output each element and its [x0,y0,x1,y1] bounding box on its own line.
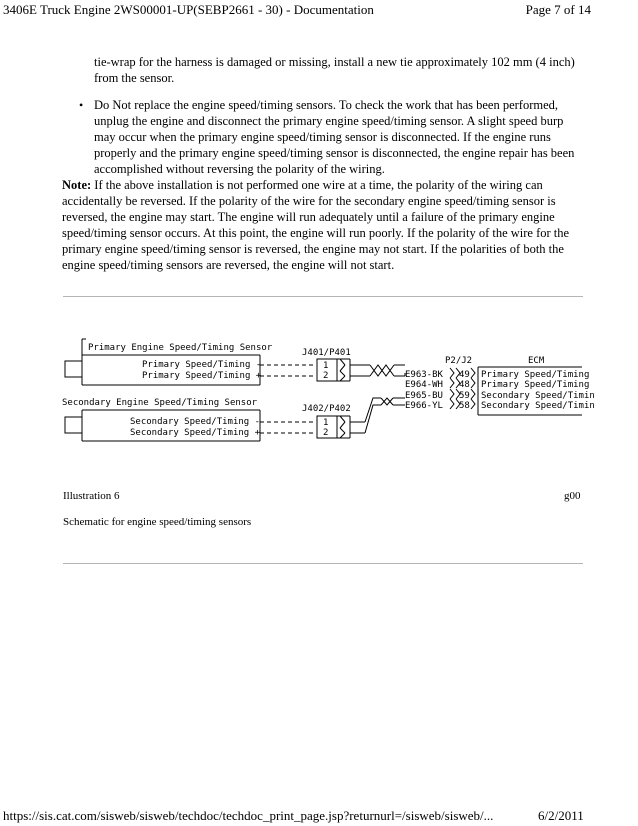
note-label: Note: [62,178,92,192]
j401-pin1: 1 [323,361,329,371]
secondary-minus-label: Secondary Speed/Timing - [130,417,261,427]
pin-49: 49 [459,370,470,380]
wire-e964: E964-WH [405,380,443,390]
document-title: 3406E Truck Engine 2WS00001-UP(SEBP2661 - 30) - Documentation [3,2,374,17]
footer-date: 6/2/2011 [538,808,584,823]
secondary-plus-label: Secondary Speed/Timing + [130,428,261,438]
j401-label: J401/P401 [302,348,351,358]
illustration-code: g00 [564,490,581,502]
illustration-caption: Schematic for engine speed/timing sensors [63,516,252,528]
j402-pin2: 2 [323,428,329,438]
page-number: Page 7 of 14 [525,2,591,17]
primary-sensor-title: Primary Engine Speed/Timing Sensor [88,343,273,353]
secondary-sensor-body [65,417,82,433]
ecm-secondary-2: Secondary Speed/Timin [481,401,595,411]
ecm-secondary-1: Secondary Speed/Timin [481,391,595,401]
wire-e963: E963-BK [405,370,443,380]
footer-url: https://sis.cat.com/sisweb/sisweb/techdoc/techdoc_print_page.jsp?returnurl=/sisweb/sisweb/... [3,808,494,823]
illustration-label: Illustration 6 [63,490,120,502]
pin-59: 59 [459,391,470,401]
ecm-label: ECM [528,356,545,366]
pin-48: 48 [459,380,470,390]
note-text: If the above installation is not performed one wire at a time, the polarity of the wiring can accidentally be reversed. If the polarity of the wire for the secondary engine speed/timing sensor is reversed, the engine may start. The engine will run adequately until a failure of the primary engine speed/timing sensor occurs. At this point, the engine will run poorly. If the polarity of the wire for the primary engine speed/timing sensor is reversed, the engine may not start. If the polarities of both the engine speed/timing sensors are reversed, the engine will not start. [62,178,570,272]
ecm-primary-2: Primary Speed/Timing [481,380,590,390]
bullet-paragraph: Do Not replace the engine speed/timing sensors. To check the work that has been performed, unplug the engine and disconnect the primary engine speed/timing sensor. A slight speed burp may occur when the primary engine speed/timing sensor is disconnected. If the engine runs properly and the primary engine speed/timing sensor is disconnected, the engine repair has been accomplished without reversing the polarity of the wiring. [94,98,575,176]
page-header [0,0,638,20]
top-divider [63,296,583,297]
bullet-marker: • [79,98,84,112]
wire-e966: E966-YL [405,401,443,411]
page-footer [3,808,584,824]
j402-label: J402/P402 [302,404,351,414]
j402-pin1: 1 [323,418,329,428]
secondary-sensor-title: Secondary Engine Speed/Timing Sensor [62,398,258,408]
bottom-divider [63,563,583,564]
j401-pin2: 2 [323,371,329,381]
ecm-primary-1: Primary Speed/Timing [481,370,590,380]
continuation-paragraph: tie-wrap for the harness is damaged or missing, install a new tie approximately 102 mm (4 inch) from the sensor. [94,55,575,85]
primary-minus-label: Primary Speed/Timing - [142,360,262,370]
p2j2-label: P2/J2 [445,356,473,366]
note-paragraph [62,177,582,273]
pin-58: 58 [459,401,470,411]
wire-e965: E965-BU [405,391,443,401]
primary-plus-label: Primary Speed/Timing + [142,371,262,381]
primary-sensor-body [65,361,82,377]
schematic-diagram [60,335,595,455]
